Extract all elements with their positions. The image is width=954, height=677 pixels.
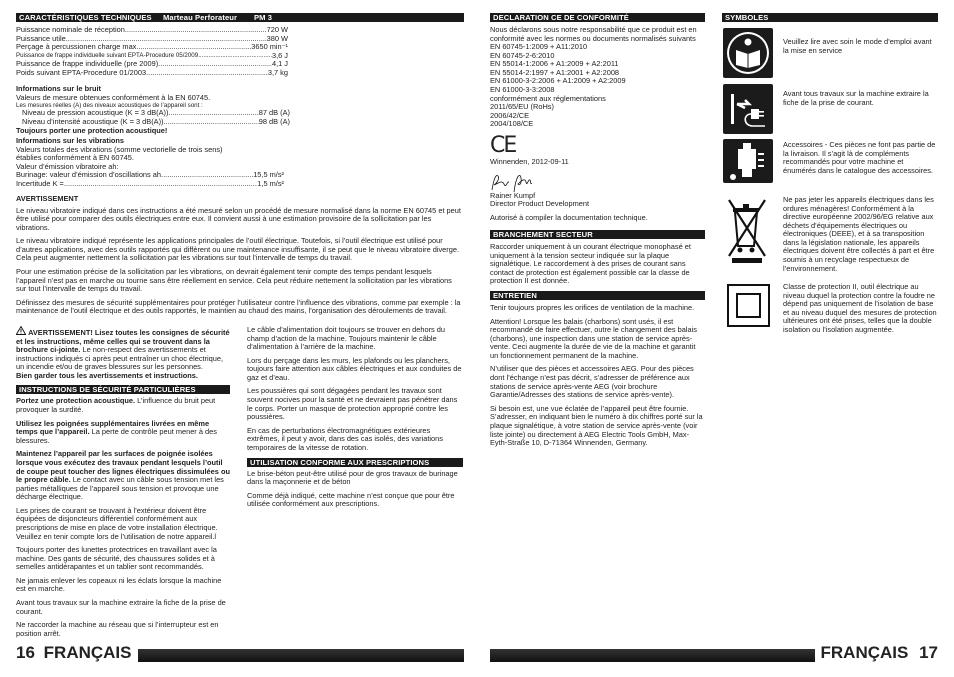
noise-title: Informations sur le bruit [16, 84, 101, 93]
col2-paragraph: Lors du perçage dans les murs, les plafonds ou les planchers, toujours faire attention aux câbles électriques et aux conduites de gaz et d’eau. [247, 355, 462, 382]
right-page-number: 17 [919, 643, 938, 662]
vibration-row: Incertitude K = ..... 1,5 m/s² [16, 180, 284, 189]
standard-line: EN 55014-2:1997 + A1:2001 + A2:2008 [490, 67, 620, 77]
general-warning: AVERTISSEMENT! Lisez toutes les consignes de sécurité et les instructions, même celles qui se trouvent dans la brochure ci-jointe. Le non-respect des avertissements et instructions indiqués ci après peut entraîner un choc électrique, un incendie et/ou de graves blessures sur les personnes. Bien garder tous les avertissements et instructions. [16, 328, 230, 380]
col2-paragraph: Les poussières qui sont dégagées pendant les travaux sont souvent nocives pour la santé et ne devraient pas pénétrer dans le corps. Porter un masque de protection approprié contre les poussières. [247, 386, 458, 422]
safety-paragraph: Avant tous travaux sur la machine extraire la fiche de la prise de courant. [16, 598, 226, 616]
branchement-text: Raccorder uniquement à un courant électrique monophasé et uniquement à la tension secteur indiquée sur la plaque signalétique. Le raccordement à des prises de courant sans contact de protection est également possible car la classe de protection II est donnée. [490, 242, 691, 286]
symbol-text: Accessoires - Ces pièces ne font pas partie de la livraison. Il s’agit là de compléments recommandés pour votre machine et énumérés dans le catalogue des accessoires. [783, 140, 936, 175]
usage-header: UTILISATION CONFORME AUX PRESCRIPTIONS [247, 458, 463, 467]
safety-paragraph: Toujours porter des lunettes protectrices en travaillant avec la machine. Des gants de sécurité, des chaussures solides et à semelles antidérapantes et un tablier sont recommandés. [16, 545, 217, 572]
standard-line: EN 61000-3-3:2008 [490, 85, 555, 95]
noise-row: Niveau d’intensité acoustique (K = 3 dB(A)) ..... 98 dB (A) [16, 118, 290, 127]
noise-line1: Valeurs de mesure obtenues conformément à la EN 60745. [16, 92, 211, 102]
right-page-label [815, 643, 939, 663]
class-ii-icon [726, 283, 771, 328]
noise-row: Niveau de pression acoustique (K = 3 dB(A)) ..... 87 dB (A) [16, 109, 290, 118]
avertissement-section [16, 195, 462, 321]
col2-paragraph: Le câble d’alimentation doit toujours se trouver en dehors du champ d’action de la machine. Toujours maintenir le câble d’alimentation à l’arrière de la machine. [247, 325, 446, 352]
branchement-section [490, 230, 705, 291]
spec-row: Puissance de frappe individuelle (pre 2009) ..... 4,1 J [16, 60, 288, 69]
symbol-text: Avant tous travaux sur la machine extraire la fiche de la prise de courant. [783, 89, 929, 107]
vibration-line: Valeur d’émission vibratoire ah: [16, 161, 119, 171]
noise-line2: Les mesures réelles (A) des niveaux acoustiques de l’appareil sont : [16, 102, 203, 110]
safety-paragraph: Les prises de courant se trouvant à l’extérieur doivent être équipées de disjoncteurs différentiel conformément aux prescriptions de mise en place de votre installation électrique. Veuillez en tenir compte lors de l’utilisation de notre appareil.l [16, 505, 218, 541]
right-language: FRANÇAIS [820, 643, 909, 662]
spec-row: Puissance de frappe individuelle suivant EPTA-Procedure 05/2009 ..... 3,6 J [16, 52, 288, 61]
weee-bin-icon [723, 194, 773, 266]
branchement-header: BRANCHEMENT SECTEUR [490, 230, 705, 239]
noise-warning: Toujours porter une protection acoustique! [16, 125, 168, 135]
entretien-paragraph: Attention! Lorsque les balais (charbons) sont usés, il est recommandé de faire effectuer, outre le changement des balais (charbons), une inspection dans une station de service après-vente. Ceci augmente la durée de vie de la machine et garantit un fonctionnement permanent de la machine. [490, 316, 697, 360]
safety-paragraph: Ne raccorder la machine au réseau que si l’interrupteur est en position arrêt. [16, 620, 219, 638]
standard-line: EN 61000-3-2:2006 + A1:2009 + A2:2009 [490, 76, 626, 86]
declaration-header: DECLARATION CE DE CONFORMITÉ [490, 13, 705, 22]
standard-line: conformément aux réglementations [490, 93, 606, 103]
standard-line: EN 60745-2-6:2010 [490, 50, 555, 60]
standard-line: 2006/42/CE [490, 110, 530, 120]
spec-row: Perçage à percussionen charge max. ..... 3650 min⁻¹ [16, 43, 288, 52]
safety-paragraph: Utilisez les poignées supplémentaires livrées en même temps que l’appareil. La perte de contrôle peut mener à des blessures. [16, 418, 217, 445]
accessory-icon [723, 139, 773, 183]
entretien-paragraph: N’utiliser que des pièces et accessoires AEG. Pour des pièces dont l’échange n’est pas décrit, s’adresser de préférence aux stations de service après-vente AEG (voir brochure Garantie/Adresses des stations de service après-vente). [490, 364, 694, 400]
left-page-number: 16 [16, 643, 35, 662]
safety-header: INSTRUCTIONS DE SÉCURITÉ PARTICULIÈRES [16, 385, 230, 394]
symbol-text: Ne pas jeter les appareils électriques dans les ordures ménagères! Conformément à la directive européenne 2002/96/EG relative aux déchets d’équipements électriques ou électroniques (DEEE), et à sa transposition dans la législation nationale, les appareils électriques doivent être collectés à part et être soumis à un recyclage respectueux de l’environnement. [783, 195, 935, 273]
specs-header [16, 13, 464, 22]
vibration-title: Informations sur les vibrations [16, 136, 125, 145]
avertissement-paragraph: Le niveau vibratoire indiqué représente les applications principales de l’outil électrique. Toutefois, si l’outil électrique est utilisé pour d’autres applications, avec des outils rapportés qui diffèrent ou une maintenance insuffisante, il se peut que le niveau vibratoire diverge. Cela peut augmenter nettement la sollicitation par les vibrations sur tout l’intervalle de temps du travail. [16, 236, 460, 263]
signer-name: Rainer Kumpf [490, 190, 536, 200]
entretien-paragraph: Tenir toujours propres les orifices de ventilation de la machine. [490, 303, 695, 312]
col2-paragraph: En cas de perturbations électromagnétiques extérieures extrêmes, il peut y avoir, dans des cas isolés, des variations temporaires de la vitesse de rotation. [247, 425, 443, 452]
symbol-text: Veuillez lire avec soin le mode d’emploi avant la mise en service [783, 37, 932, 55]
signer-title: Director Product Development [490, 199, 589, 209]
specs-model: PM 3 [254, 13, 273, 22]
entretien-paragraph: Si besoin est, une vue éclatée de l’appareil peut être fournie. S’adresser, en indiquant bien le numéro à dix chiffres porté sur la plaque signalétique, à votre station de service après-vente (voir liste jointe) ou directement à AEG Electric Tools GmbH, Max-Eyth-Straße 10, D-71364 Winnenden, Germany. [490, 403, 703, 448]
left-page-label [16, 643, 138, 663]
unplug-icon [723, 84, 773, 134]
left-column-2 [247, 326, 463, 514]
left-language: FRANÇAIS [43, 643, 132, 662]
signature-image [490, 170, 705, 192]
declaration-intro: Nous déclarons sous notre responsabilité que ce produit est en conformité avec les normes ou documents normalisés suivants [490, 25, 697, 43]
entretien-header: ENTRETIEN [490, 291, 705, 300]
left-column-1 [16, 326, 230, 643]
safety-paragraph: Portez une protection acoustique. L’influence du bruit peut provoquer la surdité. [16, 396, 216, 415]
read-manual-icon [723, 28, 773, 78]
avertissement-paragraph: Le niveau vibratoire indiqué dans ces instructions a été mesuré selon un procédé de mesure normalisé dans la norme EN 60745 et peut être utilisé pour comparer des outils électriques entre eux. Il convient aussi à une estimation provisoire de la sollicitation par les vibrations. [16, 205, 461, 232]
specs-title: CARACTÉRISTIQUES TECHNIQUES [19, 13, 152, 22]
standard-line: EN 55014-1:2006 + A1:2009 + A2:2011 [490, 59, 619, 69]
vibration-text: Valeurs totales des vibrations (somme vectorielle de trois sens) établies conformément à EN 60745. [16, 144, 223, 163]
spec-row: Poids suivant EPTA-Procedure 01/2003 ..... 3,7 kg [16, 69, 288, 78]
spec-row: Puissance utile ..... 380 W [16, 35, 288, 44]
authorization-text: Autorisé à compiler la documentation technique. [490, 212, 648, 222]
symbol-text: Classe de protection II, outil électrique au niveau duquel la protection contre la foudre ne dépend pas uniquement de l’isolation de base et au niveau duquel des mesures de protection ultérieures ont été prises, telles que la double isolation ou l’isolation augmentée. [783, 282, 937, 334]
safety-paragraph: Ne jamais enlever les copeaux ni les éclats lorsque la machine est en marche. [16, 575, 222, 594]
vibration-row: Burinage: valeur d’émission d’oscillations ah ..... 15,5 m/s² [16, 171, 284, 180]
specs-product: Marteau Perforateur [163, 13, 238, 22]
spec-row: Puissance nominale de réception ..... 720 W [16, 26, 288, 35]
specs-table [16, 26, 288, 77]
usage-paragraph: Comme déjà indiqué, cette machine n’est conçue que pour être utilisée conformément aux prescriptions. [247, 490, 455, 509]
entretien-section [490, 291, 705, 453]
ce-mark-icon: CE [490, 132, 516, 158]
noise-section [16, 85, 290, 135]
standard-line: EN 60745-1:2009 + A11:2010 [490, 42, 588, 52]
safety-paragraph: Maintenez l’appareil par les surfaces de poignée isolées lorsque vous exécutez des travaux pendant lesquels l’outil de coupe peut toucher des lignes électriques dissimulées ou le propre câble. Le contact avec un câble sous tension met les parties métalliques de l’appareil sous tension et provoque une décharge électrique. [16, 449, 230, 502]
vibration-section [16, 137, 284, 188]
avertissement-paragraph: Définissez des mesures de sécurité supplémentaires pour protéger l’utilisateur contre l’influence des vibrations, comme par exemple : la maintenance de l’outil électrique et des outils rapportés, le maintien au chaud des mains, l’organisation des déroulements de travail. [16, 297, 461, 316]
symboles-header: SYMBOLES [722, 13, 938, 22]
avertissement-paragraph: Pour une estimation précise de la sollicitation par les vibrations, on devrait également tenir compte des temps pendant lesquels l’appareil n’est pas en marche ou tourne sans être réellement en service. Cela peut réduire nettement la sollicitation par les vibrations sur tout l’intervalle de temps du travail. [16, 267, 452, 294]
standard-line: 2011/65/EU (RoHs) [490, 102, 554, 112]
standard-line: 2004/108/CE [490, 119, 534, 129]
avertissement-title: AVERTISSEMENT [16, 194, 79, 203]
declaration-section [490, 13, 705, 222]
usage-paragraph: Le brise-béton peut-être utilisé pour de gros travaux de burinage dans la maçonnerie et de béton [247, 468, 458, 487]
place-date: Winnenden, 2012-09-11 [490, 156, 569, 166]
